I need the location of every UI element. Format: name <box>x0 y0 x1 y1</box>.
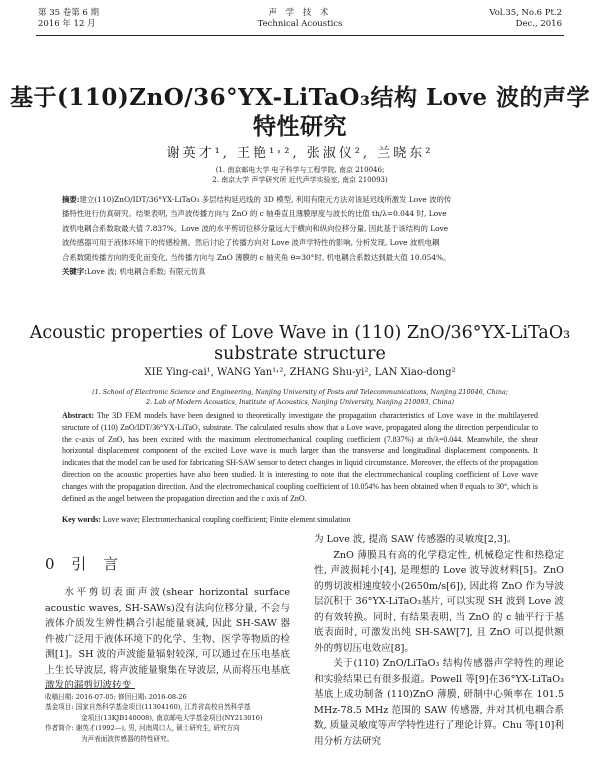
abstract-en-label: Abstract: <box>62 411 94 420</box>
affiliation-cn-2: 2. 南京大学 声学研究所 近代声学实验室, 南京 210093) <box>212 176 388 184</box>
paper-title-en-line1: Acoustic properties of Love Wave in (110) ZnO/36°YX-LiTaO₃ <box>29 323 571 343</box>
authors-cn: 谢英才¹, 王艳¹˒², 张淑仪², 兰晓东² <box>166 146 434 161</box>
abstract-en-text: The 3D FEM models have been designed to theoretically investigate the propagation characteristics of Love wave in the multilayered structure of (110) ZnO/IDT/36°YX-LiTaO₃ substrate. The calculated results show that a Love wave, propagated along the direction perpendicular to the c-axis of ZnO, has been excited with the maximum electromechanical coupling coefficient (7.837%) at th/λ=0.044. Meanwhile, the shear horizontal displacement component of the excited Love wave is much larger than the transverse and longitudinal displacement components. It indicates that the model can be used for fabricating SH-SAW sensor to detect changes in liquid circumstance. Moreover, the effects of the propagation direction on the acoustic properties have also been studied. It is interesting to note that the electromechanical coupling coefficient of Love wave changes with the propagation direction. And the electromechanical coupling coefficient of 10.054% has been obtained when θ equals to 30°, which is defined as the angel between the propagation direction and the c axis of ZnO. <box>62 411 538 503</box>
intro-left-column: 水平剪切表面声波(shear horizontal surface acoustic waves, SH-SAWs)没有法向位移分量, 不会与液体介质发生辨性耦合引起能量衰减, 因此 SH-SAW 器件被广泛用于液体环境下的化学、生物、医学等物质的检测[1]。SH 波的声波能量辐射较深, 可以通过在压电基底上生长导波层, 将声波能量聚集在导波层, 从而将压电基底激发的漏剪切波转变 <box>45 587 290 691</box>
keywords-en <box>62 514 538 526</box>
affiliation-en-2: 2. Lab of Modern Acoustics, Institute of Acoustics, Nanjing University, Nanjing 210093, China) <box>146 398 454 406</box>
header-volume-en <box>489 8 562 30</box>
abstract-cn <box>62 193 538 279</box>
paper-title-cn <box>0 83 600 141</box>
intro-right-column <box>314 532 564 749</box>
affiliation-en-1: (1. School of Electronic Science and Engineering, Nanjing University of Posts and Telecommunications, Nanjing 210046, China; <box>92 388 508 396</box>
header-divider <box>36 35 564 36</box>
journal-date-cn: 2016 年 12 月 <box>38 19 96 29</box>
affiliation-cn-1: (1. 南京邮电大学 电子科学与工程学院, 南京 210046; <box>215 166 385 174</box>
abstract-cn-line: 建立(110)ZnO/IDT/36°YX-LiTaO₃ 多层结构延迟线的 3D 模型, 利用有限元方法对该延迟线所激发 Love 波的传 <box>79 195 452 204</box>
footnote-line: 金项目(13KJB140008), 南京邮电大学基金项目(NY213016) <box>81 713 263 722</box>
journal-name-en: Technical Acoustics <box>257 19 343 29</box>
keywords-en-label: Key words: <box>62 515 101 524</box>
footnote-line: 作者简介: 谢英才(1992—), 男, 河南周口人, 硕士研究生, 研究方向 <box>45 724 240 733</box>
footnote <box>45 692 295 744</box>
keywords-cn-label: 关键字: <box>62 267 87 277</box>
abstract-en <box>62 410 538 504</box>
intro-right-paragraph: 关于(110) ZnO/LiTaO₃ 结构传感器声学特性的理论和实验结果已有很多报道。Powell 等[9]在36°YX-LiTaO₃ 基底上成功制备 (110)ZnO 薄膜, 研制中心频率在 101.5 MHz-78.5 MHz 范围的 SAW 传感器, 并对其机电耦合系数, 质量灵敏度等声学特性进行了理论计算。Chu 等[10]利用分析方法研究 <box>314 658 565 747</box>
intro-right-paragraph: 为 Love 波, 提高 SAW 传感器的灵敏度[2,3]。 <box>314 534 517 545</box>
section-heading-introduction: 0 引 言 <box>45 555 125 573</box>
journal-name-cn: 声 学 技 术 <box>268 8 332 18</box>
affiliations-en <box>60 387 540 407</box>
abstract-cn-line: 波传感器可用于液体环境下的传感检测。然后讨论了传播方向对 Love 波声学特性的影响, 分析发现, Love 波机电耦 <box>62 238 440 248</box>
paper-title-en <box>0 323 600 365</box>
journal-volume-cn: 第 35 卷第 6 期 <box>38 8 100 18</box>
keywords-cn-text: Love 波; 机电耦合系数; 有限元仿真 <box>86 267 206 277</box>
abstract-cn-label: 摘要: <box>62 195 80 204</box>
footnote-divider <box>45 688 135 689</box>
footnote-line: 收稿日期: 2016-07-05; 修回日期: 2016-08-26 <box>45 693 187 701</box>
footnote-line: 基金项目: 国家自然科学基金项目(11304160), 江苏省高校自然科学基 <box>45 703 251 712</box>
keywords-en-text: Love wave; Electromechanical coupling coefficient; Finite element simulation <box>102 515 351 524</box>
abstract-cn-line: 播特性进行仿真研究。结果表明, 当声波传播方向与 ZnO 的 c 轴垂直且薄膜厚度与波长的比值 th/λ=0.044 时, Love <box>62 209 447 219</box>
abstract-cn-line: 波机电耦合系数取最大值 7.837%。Love 波的水平剪切位移分量远大于横向和纵向位移分量, 因此基于该结构的 Love <box>62 223 449 233</box>
intro-right-paragraph: ZnO 薄膜具有高的化学稳定性, 机械稳定性和热稳定性, 声波损耗小[4], 是理想的 Love 波导波材料[5]。ZnO 的剪切波相速度较小(2650m/s[6]), 因此将 ZnO 作为导波层沉积于 36°YX-LiTaO₃基片, 可以实现 SH 波到 Love 波的有效转换。同时, 有结果表明, 当 ZnO 的 c 轴平行于基底表面时, 可激发出纯 SH-SAW[7], 且 ZnO 可以提供额外的剪切压电效应[8]。 <box>314 549 564 654</box>
abstract-cn-line: 合系数随传播方向的变化而变化, 当传播方向与 ZnO 薄膜的 c 轴夹角 θ=30°时, 机电耦合系数达到最大值 10.054%。 <box>62 252 451 262</box>
paper-title-cn-line2: 特性研究 <box>253 113 347 140</box>
journal-date-en: Dec., 2016 <box>515 19 562 29</box>
journal-volume-en: Vol.35, No.6 Pt.2 <box>489 8 562 18</box>
footnote-line: 为声表面波传感器的特性研究。 <box>81 734 174 743</box>
keywords-cn <box>62 265 538 279</box>
paper-title-en-line2: substrate structure <box>214 344 386 364</box>
paper-title-cn-line1: 基于(110)ZnO/36°YX-LiTaO₃结构 Love 波的声学 <box>9 84 591 111</box>
authors-en: XIE Ying-cai¹, WANG Yan¹˒², ZHANG Shu-yi², LAN Xiao-dong² <box>144 367 456 378</box>
